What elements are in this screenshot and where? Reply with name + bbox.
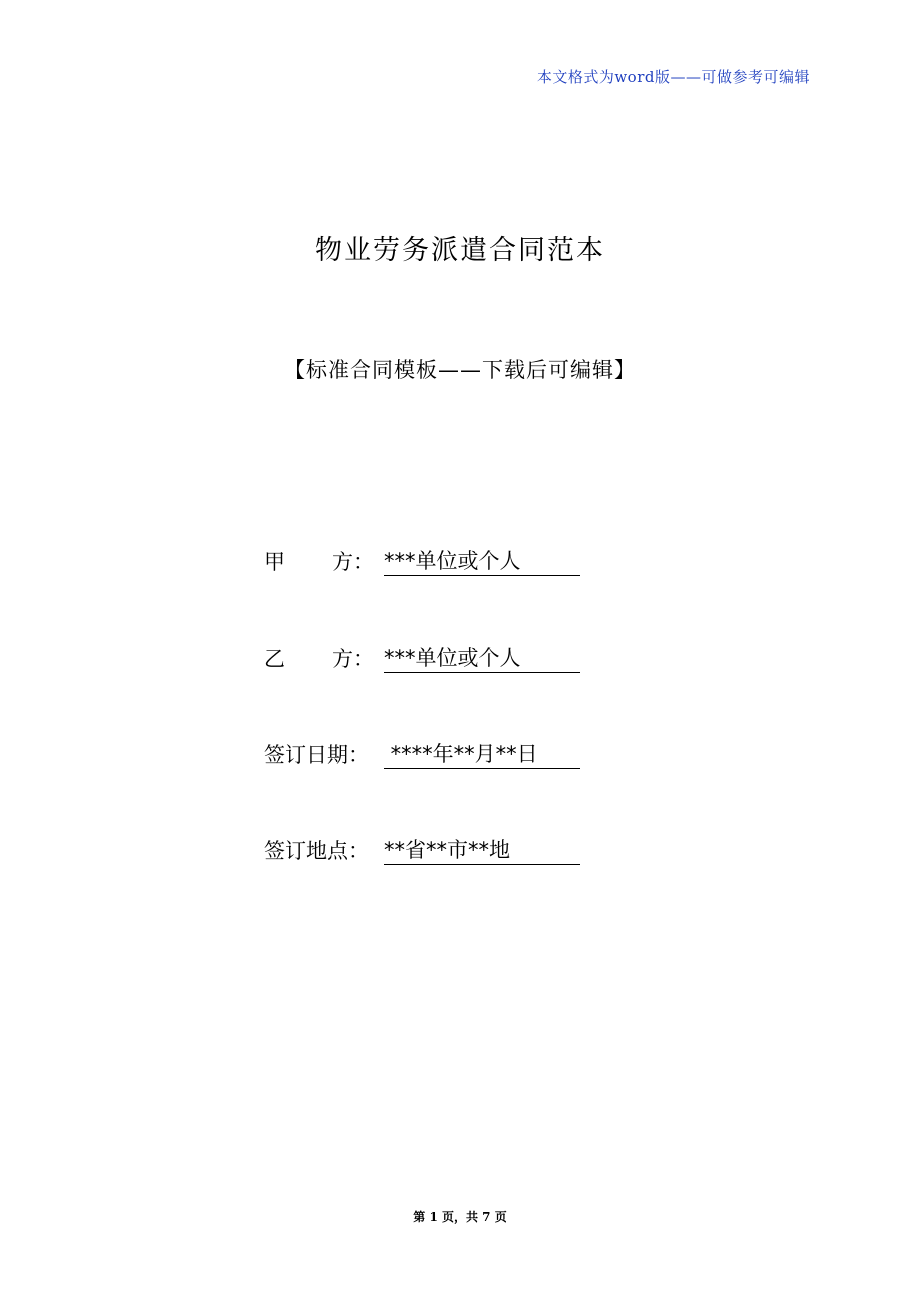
sign-place-field <box>264 835 580 865</box>
party-b-label <box>264 643 384 673</box>
page-number: 第 1 页，共 7 页 <box>413 1210 507 1224</box>
document-title: 物业劳务派遣合同范本 <box>315 235 605 266</box>
sign-place-value: **省**市**地 <box>384 837 580 865</box>
party-b-value: ***单位或个人 <box>384 645 580 673</box>
sign-date-value: ****年**月**日 <box>384 741 580 769</box>
header-note: 本文格式为word版——可做参考可编辑 <box>536 68 810 86</box>
party-b-field <box>264 643 580 673</box>
party-a-value: ***单位或个人 <box>384 548 580 576</box>
sign-date-label: 签订日期： <box>264 743 369 767</box>
document-subtitle: 【标准合同模板——下载后可编辑】 <box>284 358 636 382</box>
party-a-label-first: 甲 <box>264 550 285 574</box>
sign-place-label: 签订地点： <box>264 839 369 863</box>
sign-date-field <box>264 739 580 769</box>
party-a-field <box>264 546 580 576</box>
party-b-label-first: 乙 <box>264 647 285 671</box>
party-a-label-second: 方： <box>332 550 374 574</box>
party-b-label-second: 方： <box>332 647 374 671</box>
party-a-label <box>264 546 384 576</box>
